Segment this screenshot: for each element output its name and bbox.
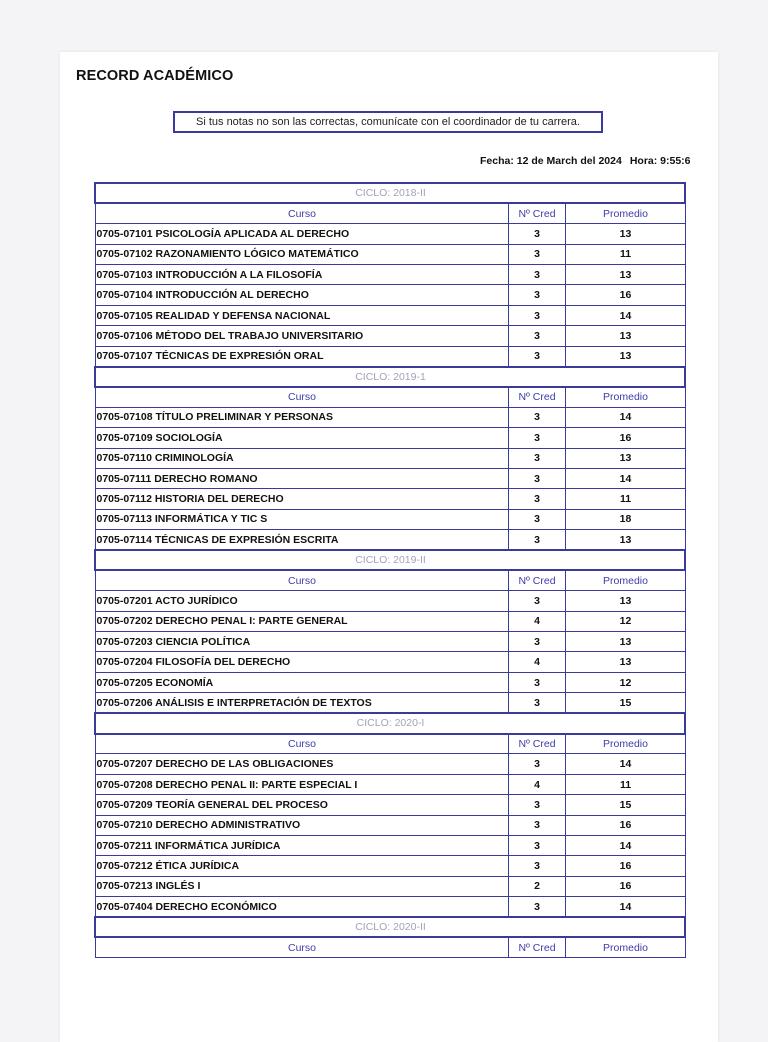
course-name: 0705-07109 SOCIOLOGÍA	[95, 428, 508, 448]
course-credits: 3	[508, 856, 565, 876]
column-header-course: Curso	[95, 387, 508, 407]
course-average: 12	[565, 611, 685, 631]
date-time	[480, 155, 720, 167]
column-header-average: Promedio	[565, 570, 685, 590]
column-header-credits: Nº Cred	[508, 203, 565, 223]
course-average: 11	[565, 244, 685, 264]
course-average: 16	[565, 876, 685, 896]
course-name: 0705-07203 CIENCIA POLÍTICA	[95, 632, 508, 652]
academic-record-table	[94, 182, 686, 958]
course-name: 0705-07204 FILOSOFÍA DEL DERECHO	[95, 652, 508, 672]
table-row	[95, 224, 685, 244]
course-credits: 3	[508, 754, 565, 774]
table-row	[95, 611, 685, 631]
course-average: 14	[565, 897, 685, 917]
course-name: 0705-07106 MÉTODO DEL TRABAJO UNIVERSITARIO	[95, 326, 508, 346]
course-average: 13	[565, 326, 685, 346]
column-header-row	[95, 387, 685, 407]
table-row	[95, 591, 685, 611]
table-row	[95, 856, 685, 876]
table-row	[95, 795, 685, 815]
column-header-course: Curso	[95, 734, 508, 754]
table-row	[95, 815, 685, 835]
course-credits: 4	[508, 774, 565, 794]
cycle-header: CICLO: 2020-II	[95, 917, 685, 937]
course-credits: 3	[508, 489, 565, 509]
course-average: 14	[565, 305, 685, 325]
table-row	[95, 530, 685, 550]
course-credits: 4	[508, 611, 565, 631]
course-average: 16	[565, 428, 685, 448]
column-header-credits: Nº Cred	[508, 937, 565, 957]
course-name: 0705-07209 TEORÍA GENERAL DEL PROCESO	[95, 795, 508, 815]
course-credits: 3	[508, 428, 565, 448]
table-row	[95, 652, 685, 672]
course-name: 0705-07110 CRIMINOLOGÍA	[95, 448, 508, 468]
course-name: 0705-07104 INTRODUCCIÓN AL DERECHO	[95, 285, 508, 305]
cycle-header: CICLO: 2019-1	[95, 367, 685, 387]
course-name: 0705-07108 TÍTULO PRELIMINAR Y PERSONAS	[95, 407, 508, 427]
course-name: 0705-07207 DERECHO DE LAS OBLIGACIONES	[95, 754, 508, 774]
course-average: 11	[565, 774, 685, 794]
course-credits: 3	[508, 285, 565, 305]
course-name: 0705-07404 DERECHO ECONÓMICO	[95, 897, 508, 917]
course-credits: 3	[508, 326, 565, 346]
course-credits: 4	[508, 652, 565, 672]
course-average: 16	[565, 285, 685, 305]
course-credits: 3	[508, 509, 565, 529]
course-average: 14	[565, 836, 685, 856]
table-row	[95, 774, 685, 794]
table-row	[95, 468, 685, 488]
column-header-average: Promedio	[565, 937, 685, 957]
course-name: 0705-07213 INGLÉS I	[95, 876, 508, 896]
course-credits: 3	[508, 244, 565, 264]
table-row	[95, 265, 685, 285]
course-credits: 3	[508, 815, 565, 835]
course-credits: 3	[508, 346, 565, 366]
course-credits: 3	[508, 795, 565, 815]
course-name: 0705-07111 DERECHO ROMANO	[95, 468, 508, 488]
course-name: 0705-07114 TÉCNICAS DE EXPRESIÓN ESCRITA	[95, 530, 508, 550]
course-name: 0705-07206 ANÁLISIS E INTERPRETACIÓN DE TEXTOS	[95, 693, 508, 713]
column-header-row	[95, 734, 685, 754]
course-average: 14	[565, 407, 685, 427]
course-average: 15	[565, 795, 685, 815]
course-average: 18	[565, 509, 685, 529]
course-credits: 3	[508, 265, 565, 285]
course-name: 0705-07112 HISTORIA DEL DERECHO	[95, 489, 508, 509]
course-credits: 3	[508, 836, 565, 856]
column-header-course: Curso	[95, 570, 508, 590]
course-average: 14	[565, 468, 685, 488]
time-label: Hora: 9:55:6	[629, 155, 691, 167]
column-header-average: Promedio	[565, 203, 685, 223]
course-name: 0705-07201 ACTO JURÍDICO	[95, 591, 508, 611]
page-title: RECORD ACADÉMICO	[76, 68, 234, 84]
course-name: 0705-07205 ECONOMÍA	[95, 672, 508, 692]
course-average: 15	[565, 693, 685, 713]
table-row	[95, 244, 685, 264]
course-average: 11	[565, 489, 685, 509]
table-row	[95, 897, 685, 917]
table-row	[95, 489, 685, 509]
column-header-row	[95, 937, 685, 957]
table-row	[95, 407, 685, 427]
column-header-average: Promedio	[565, 387, 685, 407]
course-average: 13	[565, 652, 685, 672]
course-credits: 3	[508, 591, 565, 611]
column-header-credits: Nº Cred	[508, 387, 565, 407]
course-credits: 3	[508, 407, 565, 427]
table-row	[95, 509, 685, 529]
course-credits: 3	[508, 448, 565, 468]
notice-banner: Si tus notas no son las correctas, comunícate con el coordinador de tu carrera.	[173, 111, 603, 133]
cycle-row	[95, 550, 685, 570]
column-header-course: Curso	[95, 937, 508, 957]
course-name: 0705-07105 REALIDAD Y DEFENSA NACIONAL	[95, 305, 508, 325]
course-average: 16	[565, 856, 685, 876]
column-header-average: Promedio	[565, 734, 685, 754]
course-name: 0705-07101 PSICOLOGÍA APLICADA AL DERECHO	[95, 224, 508, 244]
table-row	[95, 285, 685, 305]
course-name: 0705-07212 ÉTICA JURÍDICA	[95, 856, 508, 876]
course-credits: 3	[508, 897, 565, 917]
course-average: 13	[565, 265, 685, 285]
table-row	[95, 754, 685, 774]
course-name: 0705-07202 DERECHO PENAL I: PARTE GENERAL	[95, 611, 508, 631]
table-row	[95, 346, 685, 366]
table-row	[95, 448, 685, 468]
course-name: 0705-07107 TÉCNICAS DE EXPRESIÓN ORAL	[95, 346, 508, 366]
column-header-row	[95, 203, 685, 223]
table-row	[95, 693, 685, 713]
course-average: 12	[565, 672, 685, 692]
table-row	[95, 876, 685, 896]
course-average: 13	[565, 530, 685, 550]
cycle-header: CICLO: 2018-II	[95, 183, 685, 203]
course-average: 13	[565, 224, 685, 244]
course-name: 0705-07113 INFORMÁTICA Y TIC S	[95, 509, 508, 529]
course-credits: 3	[508, 693, 565, 713]
table-row	[95, 305, 685, 325]
course-name: 0705-07208 DERECHO PENAL II: PARTE ESPECIAL I	[95, 774, 508, 794]
course-credits: 3	[508, 305, 565, 325]
column-header-credits: Nº Cred	[508, 570, 565, 590]
table-row	[95, 326, 685, 346]
course-average: 14	[565, 754, 685, 774]
cycle-row	[95, 917, 685, 937]
course-credits: 3	[508, 530, 565, 550]
table-row	[95, 672, 685, 692]
cycle-header: CICLO: 2019-II	[95, 550, 685, 570]
course-average: 13	[565, 448, 685, 468]
course-credits: 3	[508, 468, 565, 488]
course-average: 13	[565, 632, 685, 652]
column-header-course: Curso	[95, 203, 508, 223]
cycle-row	[95, 367, 685, 387]
table-row	[95, 428, 685, 448]
cycle-row	[95, 183, 685, 203]
course-name: 0705-07210 DERECHO ADMINISTRATIVO	[95, 815, 508, 835]
table-row	[95, 632, 685, 652]
course-average: 13	[565, 591, 685, 611]
course-average: 13	[565, 346, 685, 366]
course-credits: 3	[508, 224, 565, 244]
course-credits: 3	[508, 632, 565, 652]
cycle-header: CICLO: 2020-I	[95, 713, 685, 733]
date-label: Fecha: 12 de March del 2024	[480, 155, 622, 167]
course-name: 0705-07103 INTRODUCCIÓN A LA FILOSOFÍA	[95, 265, 508, 285]
course-name: 0705-07211 INFORMÁTICA JURÍDICA	[95, 836, 508, 856]
course-average: 16	[565, 815, 685, 835]
table-row	[95, 836, 685, 856]
course-credits: 3	[508, 672, 565, 692]
column-header-row	[95, 570, 685, 590]
course-credits: 2	[508, 876, 565, 896]
cycle-row	[95, 713, 685, 733]
column-header-credits: Nº Cred	[508, 734, 565, 754]
course-name: 0705-07102 RAZONAMIENTO LÓGICO MATEMÁTICO	[95, 244, 508, 264]
